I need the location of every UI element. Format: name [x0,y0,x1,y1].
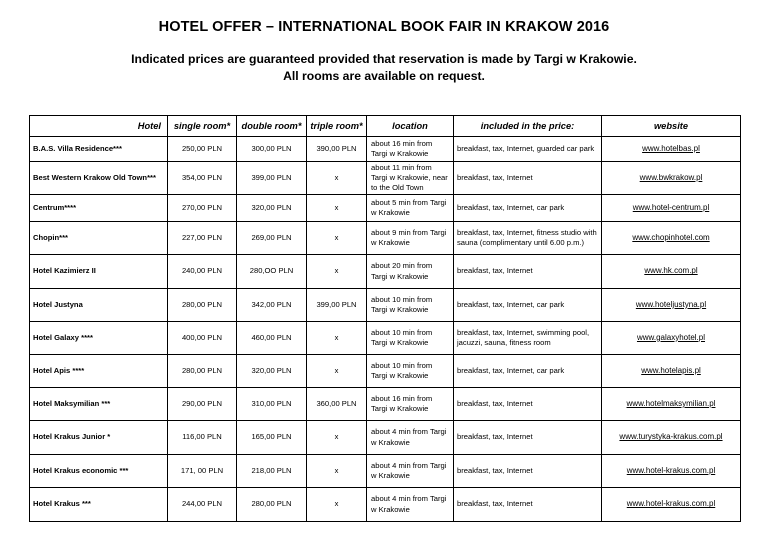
included-in-price: breakfast, tax, Internet, guarded car park [454,137,602,162]
triple-room-price: x [307,255,367,289]
table-row [30,455,741,488]
hotel-name: B.A.S. Villa Residence*** [30,137,168,162]
included-in-price: breakfast, tax, Internet, car park [454,355,602,388]
table-row [30,255,741,289]
table-row [30,222,741,255]
double-room-price: 342,00 PLN [237,289,307,322]
hotel-name: Hotel Maksymilian *** [30,388,168,421]
triple-room-price: x [307,195,367,222]
website-link[interactable]: www.turystyka-krakus.com.pl [602,421,741,455]
triple-room-price: x [307,222,367,255]
hotel-name: Hotel Galaxy **** [30,322,168,355]
hotel-name: Hotel Krakus *** [30,488,168,522]
included-in-price: breakfast, tax, Internet [454,455,602,488]
header-double-room: double room* [237,116,307,137]
website-link[interactable]: www.chopinhotel.com [602,222,741,255]
included-in-price: breakfast, tax, Internet [454,255,602,289]
document-title: HOTEL OFFER – INTERNATIONAL BOOK FAIR IN KRAKOW 2016 [158,19,610,35]
hotel-offer-table [29,115,741,522]
single-room-price: 280,00 PLN [168,355,237,388]
single-room-price: 400,00 PLN [168,322,237,355]
table-row [30,195,741,222]
hotel-name: Hotel Kazimierz II [30,255,168,289]
hotel-name: Centrum**** [30,195,168,222]
location: about 11 min from Targi w Krakowie, near to the Old Town [367,162,454,195]
table-row [30,355,741,388]
single-room-price: 290,00 PLN [168,388,237,421]
single-room-price: 227,00 PLN [168,222,237,255]
location: about 10 min from Targi w Krakowie [367,322,454,355]
double-room-price: 460,00 PLN [237,322,307,355]
triple-room-price: x [307,421,367,455]
table-row [30,421,741,455]
triple-room-price: 390,00 PLN [307,137,367,162]
website-link[interactable]: www.galaxyhotel.pl [602,322,741,355]
header-triple-room: triple room* [307,116,367,137]
location: about 5 min from Targi w Krakowie [367,195,454,222]
document-subtitle [0,51,768,84]
single-room-price: 244,00 PLN [168,488,237,522]
double-room-price: 310,00 PLN [237,388,307,421]
triple-room-price: x [307,488,367,522]
table-row [30,289,741,322]
double-room-price: 320,00 PLN [237,195,307,222]
hotel-name: Hotel Krakus economic *** [30,455,168,488]
triple-room-price: x [307,322,367,355]
double-room-price: 280,00 PLN [237,488,307,522]
header-website: website [602,116,741,137]
header-single-room: single room* [168,116,237,137]
website-link[interactable]: www.bwkrakow.pl [602,162,741,195]
triple-room-price: 399,00 PLN [307,289,367,322]
website-link[interactable]: www.hotel-centrum.pl [602,195,741,222]
double-room-price: 165,00 PLN [237,421,307,455]
hotel-name: Hotel Apis **** [30,355,168,388]
single-room-price: 280,00 PLN [168,289,237,322]
included-in-price: breakfast, tax, Internet [454,162,602,195]
location: about 4 min from Targi w Krakowie [367,455,454,488]
double-room-price: 320,00 PLN [237,355,307,388]
double-room-price: 399,00 PLN [237,162,307,195]
table-row [30,388,741,421]
single-room-price: 171, 00 PLN [168,455,237,488]
subtitle-line-1: Indicated prices are guaranteed provided that reservation is made by Targi w Krakowie. [131,52,637,66]
subtitle-line-2: All rooms are available on request. [283,68,485,83]
table-row [30,322,741,355]
single-room-price: 240,00 PLN [168,255,237,289]
location: about 16 min from Targi w Krakowie [367,388,454,421]
hotel-name: Chopin*** [30,222,168,255]
website-link[interactable]: www.hotelapis.pl [602,355,741,388]
double-room-price: 218,00 PLN [237,455,307,488]
single-room-price: 116,00 PLN [168,421,237,455]
hotel-name: Hotel Justyna [30,289,168,322]
single-room-price: 270,00 PLN [168,195,237,222]
hotel-name: Hotel Krakus Junior * [30,421,168,455]
triple-room-price: x [307,162,367,195]
single-room-price: 250,00 PLN [168,137,237,162]
location: about 10 min from Targi w Krakowie [367,289,454,322]
website-link[interactable]: www.hotel-krakus.com.pl [602,455,741,488]
included-in-price: breakfast, tax, Internet, car park [454,289,602,322]
included-in-price: breakfast, tax, Internet, swimming pool, jacuzzi, sauna, fitness room [454,322,602,355]
table-header-row [30,116,741,137]
location: about 4 min from Targi w Krakowie [367,488,454,522]
triple-room-price: 360,00 PLN [307,388,367,421]
triple-room-price: x [307,455,367,488]
included-in-price: breakfast, tax, Internet [454,488,602,522]
website-link[interactable]: www.hoteljustyna.pl [602,289,741,322]
single-room-price: 354,00 PLN [168,162,237,195]
double-room-price: 269,00 PLN [237,222,307,255]
website-link[interactable]: www.hotelmaksymilian.pl [602,388,741,421]
location: about 20 min from Targi w Krakowie [367,255,454,289]
website-link[interactable]: www.hotelbas.pl [602,137,741,162]
location: about 16 min from Targi w Krakowie [367,137,454,162]
hotel-name: Best Western Krakow Old Town*** [30,162,168,195]
included-in-price: breakfast, tax, Internet [454,421,602,455]
included-in-price: breakfast, tax, Internet, car park [454,195,602,222]
location: about 9 min from Targi w Krakowie [367,222,454,255]
location: about 4 min from Targi w Krakowie [367,421,454,455]
double-room-price: 280,OO PLN [237,255,307,289]
header-included: included in the price: [454,116,602,137]
header-location: location [367,116,454,137]
website-link[interactable]: www.hotel-krakus.com.pl [602,488,741,522]
website-link[interactable]: www.hk.com.pl [602,255,741,289]
table-row [30,488,741,522]
table-row [30,137,741,162]
included-in-price: breakfast, tax, Internet [454,388,602,421]
triple-room-price: x [307,355,367,388]
table-row [30,162,741,195]
double-room-price: 300,00 PLN [237,137,307,162]
header-hotel: Hotel [30,116,168,137]
location: about 10 min from Targi w Krakowie [367,355,454,388]
included-in-price: breakfast, tax, Internet, fitness studio with sauna (complimentary until 6.00 p.m.) [454,222,602,255]
